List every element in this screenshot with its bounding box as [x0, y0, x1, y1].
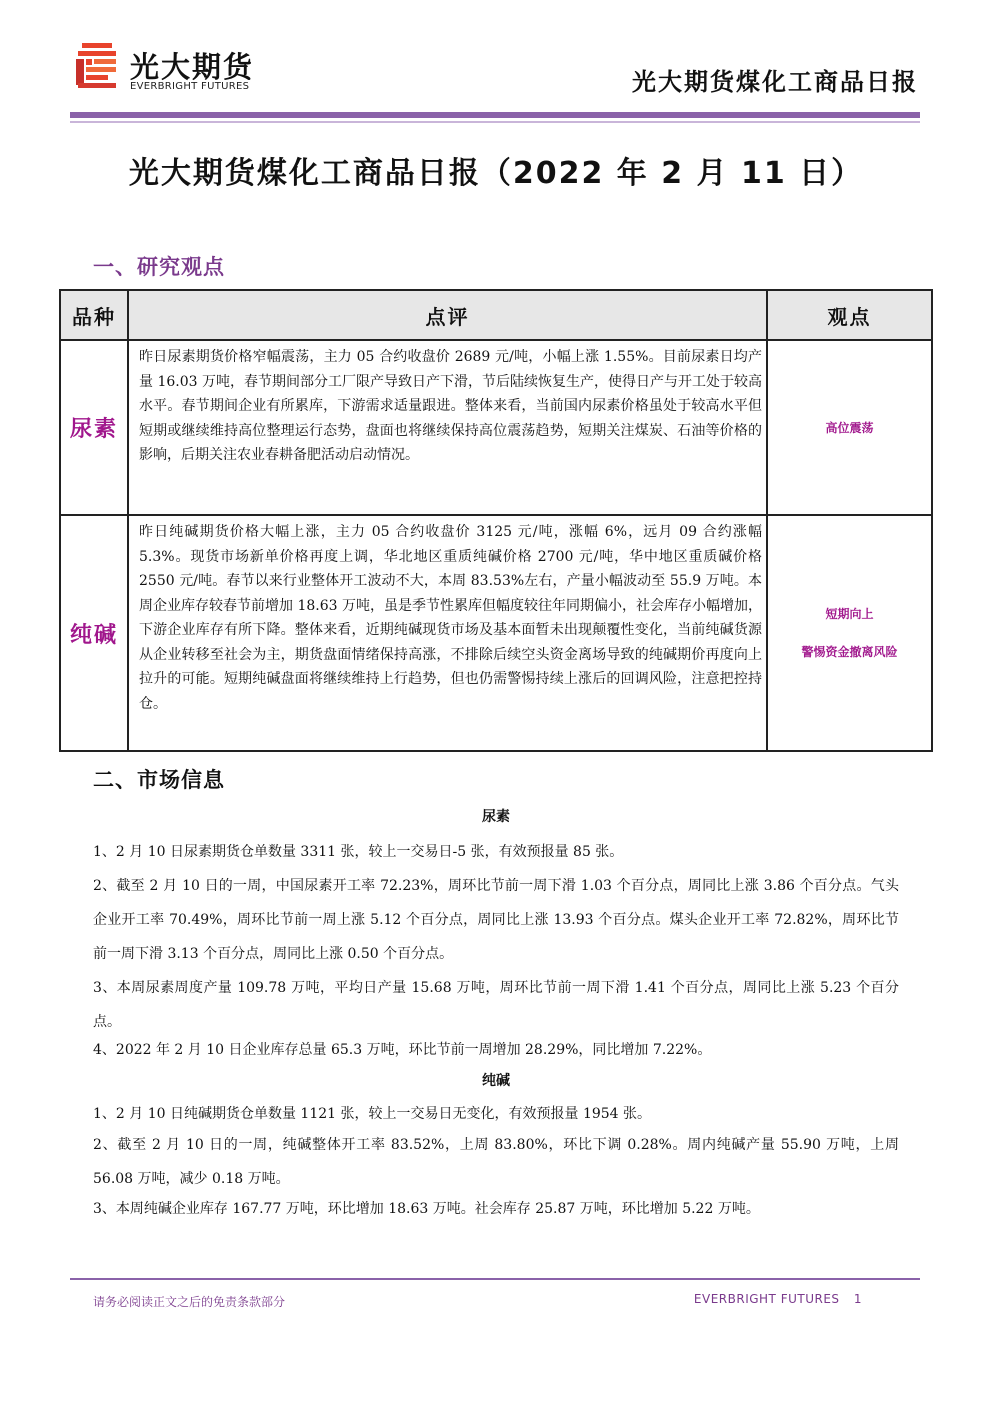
view-label: 高位震荡	[825, 420, 874, 435]
report-series-name: 光大期货煤化工商品日报	[632, 68, 918, 96]
market-item: 1、2 月 10 日尿素期货仓单数量 3311 张，较上一交易日-5 张，有效预报量 85 张。	[93, 844, 624, 860]
view-label: 警惕资金撤离风险	[801, 645, 898, 659]
market-item: 1、2 月 10 日纯碱期货仓单数量 1121 张，较上一交易日无变化，有效预报量 1954 张。	[93, 1106, 652, 1122]
logo-chinese-name: 光大期货	[130, 50, 255, 84]
subheading-soda: 纯碱	[482, 1073, 510, 1089]
subheading-urea: 尿素	[482, 809, 510, 825]
view-cell	[767, 515, 932, 751]
market-item: 3、本周纯碱企业库存 167.77 万吨，环比增加 18.63 万吨。社会库存 25.87 万吨，环比增加 5.22 万吨。	[93, 1201, 760, 1217]
header-divider	[70, 112, 920, 118]
column-header-comment: 点评	[128, 290, 767, 340]
section-heading-research: 一、研究观点	[93, 255, 225, 279]
commentary-text: 昨日纯碱期货价格大幅上涨，主力 05 合约收盘价 3125 元/吨，涨幅 6%，远月 09 合约涨幅 5.3%。现货市场新单价格再度上调，华北地区重质纯碱价格 2700 元/吨，华中地区重质碱价格 2550 元/吨。春节以来行业整体开工波动不大，本周 83.53%左右，产量小幅波动至 55.9 万吨。本周企业库存较春节前增加 18.63 万吨，虽是季节性累库但幅度较往年同期偏小，社会库存小幅增加，下游企业库存有所下降。整体来看，近期纯碱现货市场及基本面暂未出现颠覆性变化，当前纯碱货源从企业转移至社会为主，期货盘面情绪保持高涨，不排除后续空头资金离场导致的纯碱期价再度向上拉升的可能。短期纯碱盘面将继续维持上行趋势，但也仍需警惕持续上涨后的回调风险，注意把控持仓。	[128, 515, 767, 751]
footer-brand-name: EVERBRIGHT FUTURES	[693, 1292, 840, 1306]
report-title: 光大期货煤化工商品日报（2022 年 2 月 11 日）	[128, 156, 864, 191]
header-divider-thin	[70, 121, 920, 123]
column-header-kind: 品种	[60, 290, 128, 340]
footer-divider	[70, 1278, 920, 1280]
market-item: 3、本周尿素周度产量 109.78 万吨，平均日产量 15.68 万吨，周环比节前一周下滑 1.41 个百分点，周同比上涨 5.23 个百分点。	[93, 980, 899, 1030]
commodity-name: 尿素	[60, 340, 128, 515]
table-header-row	[60, 290, 932, 340]
table-row-soda	[60, 515, 932, 751]
page-number: 1	[853, 1292, 862, 1306]
view-label: 短期向上	[825, 607, 874, 621]
section-heading-market: 二、市场信息	[93, 768, 225, 792]
view-cell	[767, 340, 932, 515]
table-row-urea	[60, 340, 932, 515]
logo-english-name: EVERBRIGHT FUTURES	[130, 81, 250, 92]
company-logo	[76, 43, 286, 103]
commodity-name: 纯碱	[60, 515, 128, 751]
market-item: 4、2022 年 2 月 10 日企业库存总量 65.3 万吨，环比节前一周增加 28.29%，同比增加 7.22%。	[93, 1042, 712, 1058]
everbright-logo-icon	[76, 43, 118, 93]
commentary-text: 昨日尿素期货价格窄幅震荡，主力 05 合约收盘价 2689 元/吨，小幅上涨 1.55%。目前尿素日均产量 16.03 万吨，春节期间部分工厂限产导致日产下滑，节后陆续恢复生产，使得日产与开工处于较高水平。春节期间企业有所累库，下游需求适量跟进。整体来看，当前国内尿素价格虽处于较高水平但短期或继续维持高位整理运行态势，盘面也将继续保持高位震荡趋势，短期关注煤炭、石油等价格的影响，后期关注农业春耕备肥活动启动情况。	[128, 340, 767, 515]
market-item: 2、截至 2 月 10 日的一周，纯碱整体开工率 83.52%，上周 83.80%，环比下调 0.28%。周内纯碱产量 55.90 万吨，上周 56.08 万吨，减少 0.18 万吨。	[93, 1137, 899, 1187]
market-item: 2、截至 2 月 10 日的一周，中国尿素开工率 72.23%，周环比节前一周下滑 1.03 个百分点，周同比上涨 3.86 个百分点。气头企业开工率 70.49%，周环比节前一周上涨 5.12 个百分点，周同比上涨 13.93 个百分点。煤头企业开工率 72.82%，周环比节前一周下滑 3.13 个百分点，周同比上涨 0.50 个百分点。	[93, 878, 899, 962]
disclaimer-note: 请务必阅读正文之后的免责条款部分	[93, 1295, 286, 1309]
page-header	[0, 0, 992, 125]
research-table	[59, 289, 933, 752]
footer-brand	[694, 1292, 862, 1306]
column-header-view: 观点	[767, 290, 932, 340]
